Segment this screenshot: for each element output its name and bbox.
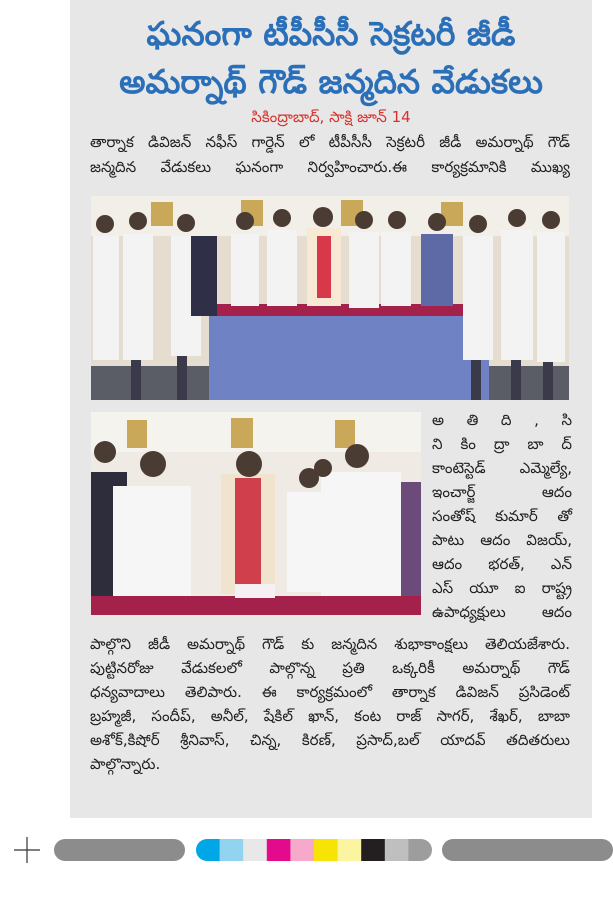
color-swatch <box>408 839 432 861</box>
print-registration-strip <box>0 834 613 868</box>
color-swatch <box>267 839 291 861</box>
closing-line: ధన్యవాదాలు తెలిపారు. ఈ కార్యక్రమంలో తార్నాక డివిజన్ ప్రసిడెంట్ <box>90 683 570 701</box>
closing-line: అశోక్,కిషోర్ శ్రీనివాస్, చిన్న, కిరణ్, ప్రసాద్,బల్ యాదవ్ తదితరులు <box>90 731 570 749</box>
color-swatch <box>196 839 220 861</box>
dateline: సికింద్రాబాద్, సాక్షి జూన్ 14 <box>251 108 411 126</box>
side-column-line: కాంటెస్టెడ్ ఎమ్మెల్యే, <box>432 459 572 477</box>
intro-line: తార్నాక డివిజన్ నఫీస్ గార్డెన్ లో టీపీసీసీ సెక్రటరీ జీడీ అమర్నాథ్ గౌడ్ <box>90 133 570 151</box>
side-column-line: సంతోష్ కుమార్ తో <box>432 507 572 525</box>
side-column-line: ఆదం భరత్, ఎన్ <box>432 555 572 573</box>
side-column-line: అ తి ది , సి <box>432 411 572 429</box>
event-photo-group <box>91 196 569 400</box>
side-column-line: ఇంచార్జ్ ఆదం <box>432 483 572 501</box>
side-column-line: ఉపాధ్యక్షులు ఆదం <box>432 603 572 621</box>
gray-bar-right <box>442 839 613 861</box>
color-swatch <box>220 839 244 861</box>
color-swatch <box>338 839 362 861</box>
color-swatch <box>243 839 267 861</box>
closing-line: పుట్టినరోజు వేడుకలలో పాల్గొన్న ప్రతి ఒక్కరికీ అమర్నాథ్ గౌడ్ <box>90 659 570 677</box>
color-swatches <box>196 839 433 861</box>
closing-line: పాల్గొని జీడీ అమర్నాథ్ గౌడ్ కు జన్మదిన శుభాకాంక్షలు తెలియజేశారు. <box>90 635 570 653</box>
event-photo-group-image <box>91 196 569 400</box>
color-swatch <box>290 839 314 861</box>
event-photo-cake-cutting <box>91 412 421 615</box>
side-column-line: పాటు ఆదం విజయ్, <box>432 531 572 549</box>
intro-line: జన్మదిన వేడుకలు ఘనంగా నిర్వహించారు.ఈ కార్యక్రమానికి ముఖ్య <box>90 158 570 176</box>
closing-line: బ్రహ్మజీ, సందీప్, అనీల్, షేకిల్ ఖాన్, కంట రాజ్ సాగర్, శేఖర్, బాబా <box>90 707 570 725</box>
color-swatch <box>385 839 409 861</box>
side-column-line: ఎస్ యూ ఐ రాష్ట్ర <box>432 579 572 597</box>
headline-line-2: అమర్నాథ్ గౌడ్ జన్మదిన వేడుకలు <box>119 62 543 101</box>
side-column-line: ని కిం ద్రా బా ద్ <box>432 435 572 453</box>
color-swatch <box>314 839 338 861</box>
gray-bar-left <box>54 839 185 861</box>
color-swatch <box>361 839 385 861</box>
event-photo-cake-cutting-image <box>91 412 421 615</box>
headline-line-1: ఘనంగా టీపీసీసీ సెక్రటరీ జీడీ <box>146 14 516 53</box>
closing-line: పాల్గొన్నారు. <box>90 755 161 773</box>
registration-crosshair-icon <box>14 837 40 863</box>
